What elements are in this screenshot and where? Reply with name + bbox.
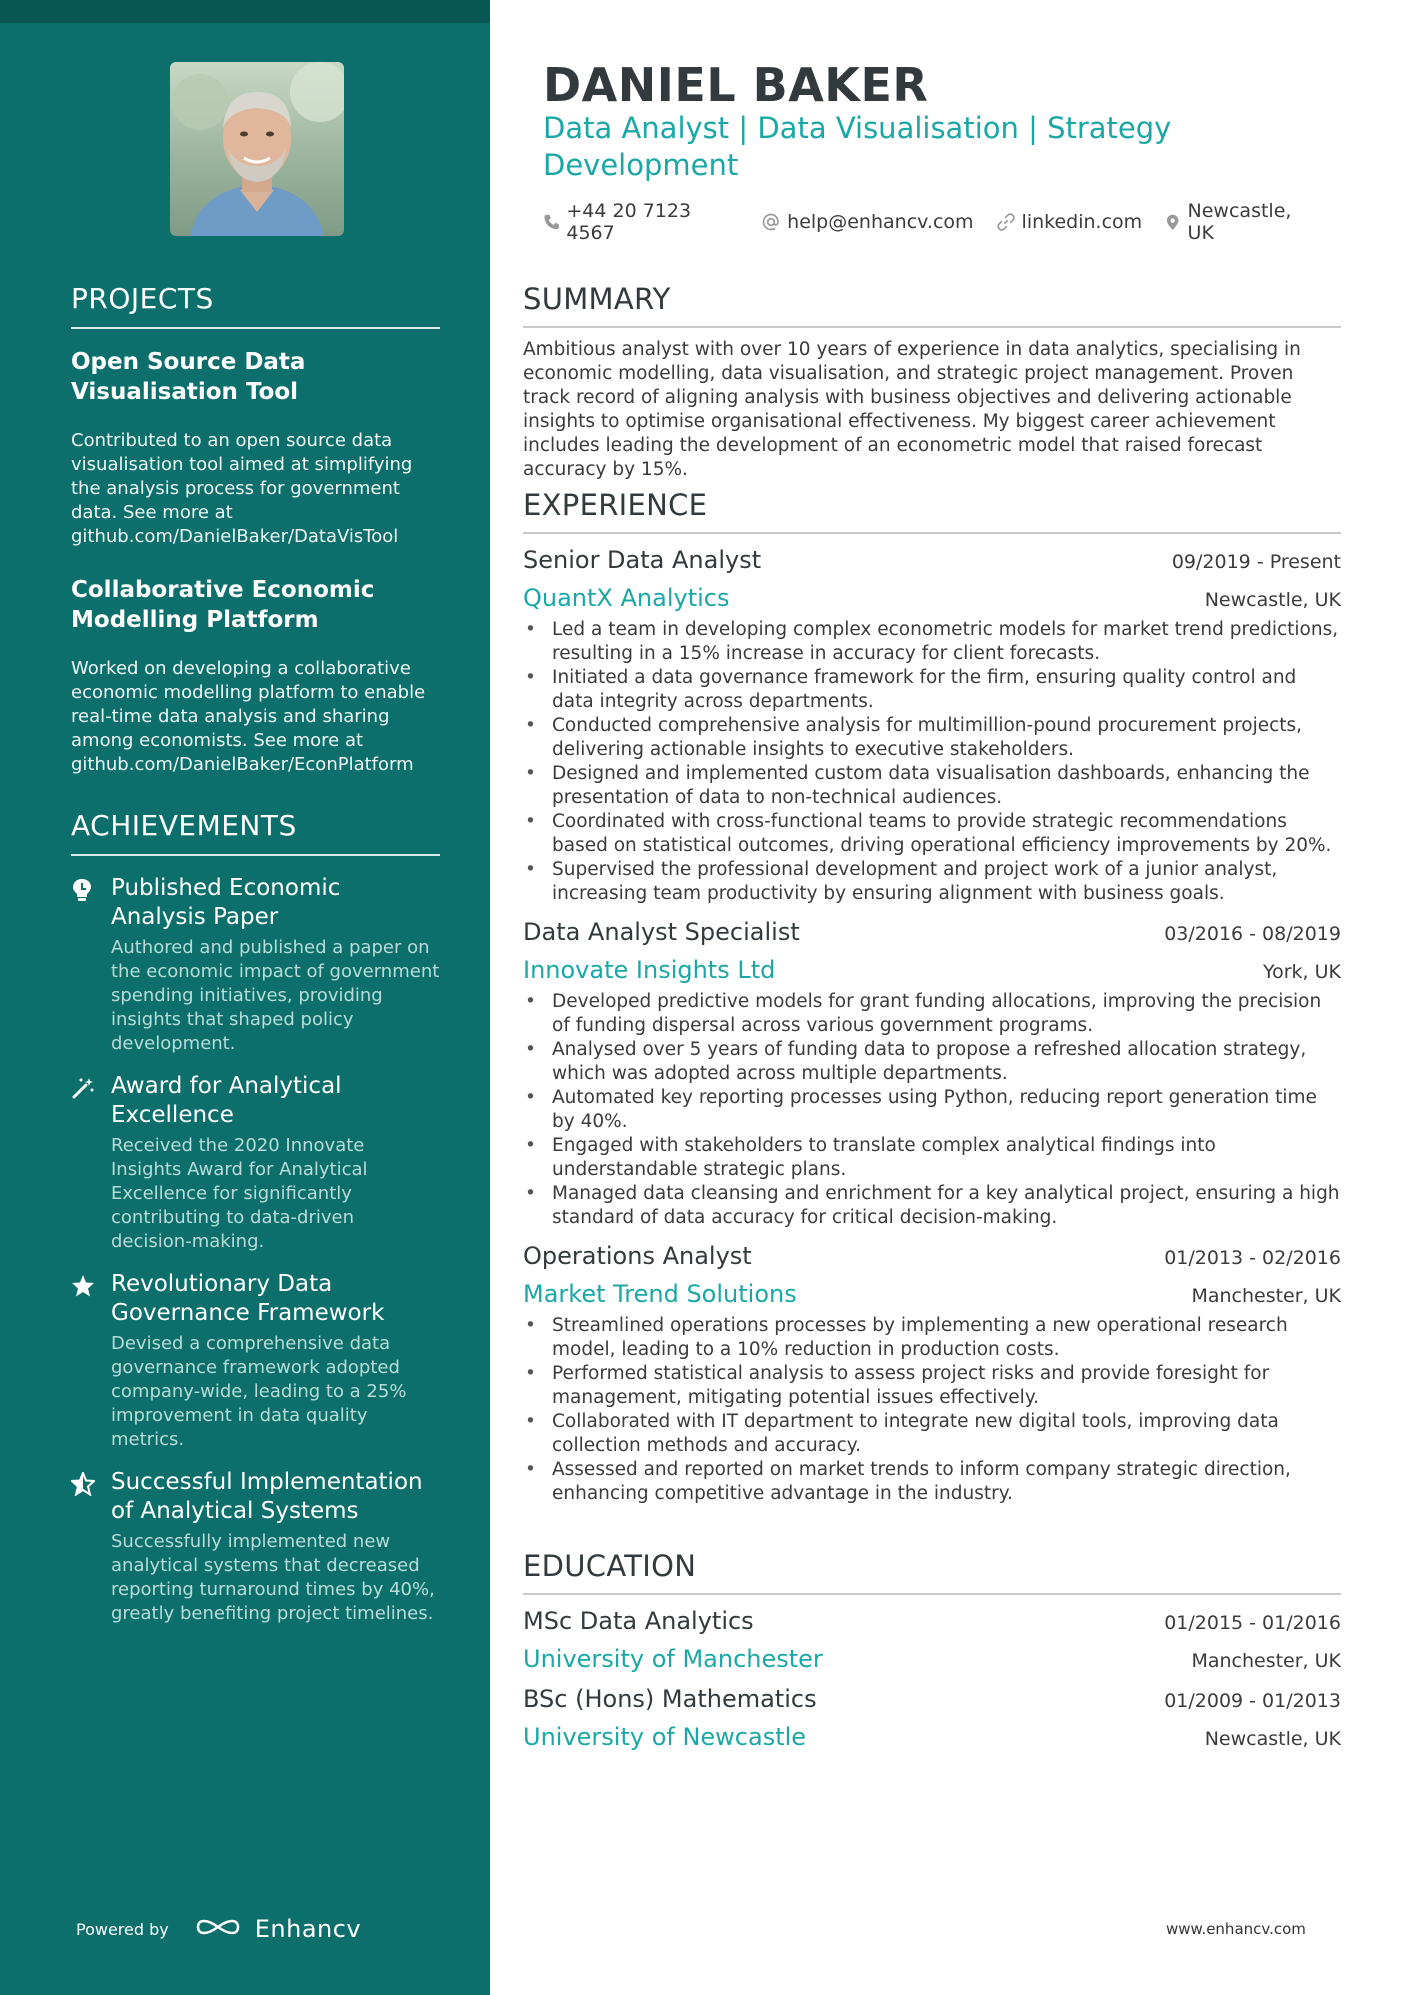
- job-bullet: • Initiated a data governance framework for the firm, ensuring quality control and data integrity across departments.: [523, 666, 1341, 714]
- lightbulb-icon: [71, 874, 111, 1056]
- star-icon: [71, 1270, 111, 1452]
- education-entry: [523, 1607, 1341, 1673]
- achievement-description: Successfully implemented new analytical systems that decreased reporting turnaround times by 40%, greatly benefiting project timelines.: [111, 1531, 435, 1624]
- achievement-title: Award for Analytical Excellence: [111, 1073, 342, 1128]
- profile-photo: [170, 62, 344, 236]
- education-heading: EDUCATION: [523, 1549, 1341, 1595]
- school-name: University of Manchester: [523, 1645, 823, 1673]
- powered-by: [76, 1915, 361, 1943]
- projects-section: [71, 282, 440, 803]
- contact-email[interactable]: [761, 200, 973, 244]
- achievements-heading: ACHIEVEMENTS: [71, 809, 440, 856]
- education-dates: 01/2009 - 01/2013: [1164, 1690, 1341, 1712]
- linkedin-text: linkedin.com: [1021, 211, 1143, 233]
- school-location: Newcastle, UK: [1204, 1728, 1341, 1750]
- education-section: [523, 1549, 1341, 1751]
- job-bullet: • Analysed over 5 years of funding data to propose a refreshed allocation strategy, which was adopted across multiple departments.: [523, 1038, 1341, 1086]
- candidate-name: DANIEL BAKER: [543, 58, 929, 112]
- location-text: Newcastle, UK: [1187, 200, 1292, 244]
- job-bullet: • Assessed and reported on market trends to inform company strategic direction, enhancing competitive advantage in the industry.: [523, 1458, 1341, 1506]
- achievement-description: Devised a comprehensive data governance framework adopted company-wide, leading to a 25% improvement in data quality metrics.: [111, 1333, 407, 1450]
- education-dates: 01/2015 - 01/2016: [1164, 1612, 1341, 1634]
- achievement-item: [71, 1270, 440, 1452]
- achievement-description: Received the 2020 Innovate Insights Award for Analytical Excellence for significantly contributing to data-driven decision-making.: [111, 1135, 368, 1252]
- map-pin-icon: [1164, 212, 1181, 232]
- achievement-item: [71, 1468, 440, 1626]
- school-location: Manchester, UK: [1191, 1650, 1341, 1672]
- at-sign-icon: [761, 212, 781, 232]
- job-bullet: • Designed and implemented custom data visualisation dashboards, enhancing the presentation of data to non-technical audiences.: [523, 762, 1341, 810]
- summary-heading: SUMMARY: [523, 282, 1341, 328]
- contact-location: [1164, 200, 1319, 244]
- job-bullet: • Developed predictive models for grant funding allocations, improving the precision of funding dispersal across various government programs.: [523, 990, 1341, 1038]
- company-name: Market Trend Solutions: [523, 1280, 797, 1308]
- project-title: Collaborative Economic Modelling Platform: [71, 577, 375, 633]
- job-bullets: [523, 1314, 1341, 1506]
- job-dates: 09/2019 - Present: [1171, 551, 1341, 573]
- summary-section: [523, 282, 1341, 482]
- job-bullet: • Collaborated with IT department to integrate new digital tools, improving data collection methods and accuracy.: [523, 1410, 1341, 1458]
- brand-name: Enhancv: [254, 1915, 362, 1943]
- company-name: QuantX Analytics: [523, 584, 730, 612]
- job-location: York, UK: [1263, 961, 1341, 983]
- achievement-item: [71, 1072, 440, 1254]
- job-title: Operations Analyst: [523, 1242, 752, 1270]
- sidebar: [0, 0, 490, 1995]
- achievement-description: Authored and published a paper on the economic impact of government spending initiatives, providing insights that shaped policy development.: [111, 937, 440, 1054]
- contact-phone[interactable]: [543, 200, 739, 244]
- job-bullet: • Coordinated with cross-functional teams to provide strategic recommendations based on statistical outcomes, driving operational efficiency improvements by 20%.: [523, 810, 1341, 858]
- project-title: Open Source Data Visualisation Tool: [71, 349, 306, 405]
- job-location: Newcastle, UK: [1204, 589, 1341, 611]
- job-bullet: • Automated key reporting processes using Python, reducing report generation time by 40%.: [523, 1086, 1341, 1134]
- job-bullet: • Streamlined operations processes by implementing a new operational research model, leading to a 10% reduction in production costs.: [523, 1314, 1341, 1362]
- experience-heading: EXPERIENCE: [523, 488, 1341, 534]
- job-location: Manchester, UK: [1191, 1285, 1341, 1307]
- job-bullet: • Supervised the professional development and project work of a junior analyst, increasing team productivity by ensuring alignment with business goals.: [523, 858, 1341, 906]
- job-bullets: [523, 618, 1341, 906]
- education-entry: [523, 1685, 1341, 1751]
- project-item: [71, 575, 440, 777]
- job-bullet: • Conducted comprehensive analysis for multimillion-pound procurement projects, delivering actionable insights to executive stakeholders.: [523, 714, 1341, 762]
- job-entry: [523, 546, 1341, 906]
- job-entry: [523, 1242, 1341, 1506]
- company-name: Innovate Insights Ltd: [523, 956, 776, 984]
- phone-text: +44 20 7123 4567: [566, 200, 692, 244]
- experience-section: [523, 488, 1341, 1506]
- candidate-headline: Data Analyst | Data Visualisation | Strategy Development: [543, 111, 1172, 182]
- powered-by-label: Powered by: [76, 1919, 169, 1939]
- job-title: Data Analyst Specialist: [523, 918, 800, 946]
- link-icon: [996, 212, 1016, 232]
- contact-linkedin[interactable]: [996, 200, 1143, 244]
- school-name: University of Newcastle: [523, 1723, 807, 1751]
- degree-title: MSc Data Analytics: [523, 1607, 754, 1635]
- achievement-title: Revolutionary Data Governance Framework: [111, 1271, 385, 1326]
- magic-wand-icon: [71, 1072, 111, 1254]
- job-dates: 03/2016 - 08/2019: [1164, 923, 1341, 945]
- email-text: help@enhancv.com: [787, 211, 974, 233]
- half-star-icon: [71, 1468, 111, 1626]
- phone-icon: [543, 213, 560, 231]
- achievement-item: [71, 874, 440, 1056]
- degree-title: BSc (Hons) Mathematics: [523, 1685, 817, 1713]
- job-bullets: [523, 990, 1341, 1230]
- achievements-section: [71, 809, 440, 1642]
- footer-url[interactable]: www.enhancv.com: [1166, 1920, 1306, 1938]
- achievement-title: Successful Implementation of Analytical Systems: [111, 1469, 423, 1524]
- contact-bar: [543, 200, 1341, 244]
- project-item: [71, 347, 440, 549]
- job-bullet: • Led a team in developing complex econometric models for market trend predictions, resulting in a 15% increase in accuracy for client forecasts.: [523, 618, 1341, 666]
- projects-heading: PROJECTS: [71, 282, 440, 329]
- enhancv-logo-icon: [195, 1915, 241, 1943]
- project-description: Worked on developing a collaborative economic modelling platform to enable real-time data analysis and sharing among economists. See more at github.com/DanielBaker/EconPlatform: [71, 658, 426, 775]
- sidebar-top-band: [0, 0, 490, 23]
- job-bullet: • Engaged with stakeholders to translate complex analytical findings into understandable strategic plans.: [523, 1134, 1341, 1182]
- achievement-title: Published Economic Analysis Paper: [111, 875, 341, 930]
- job-bullet: • Performed statistical analysis to assess project risks and provide foresight for management, mitigating potential issues effectively.: [523, 1362, 1341, 1410]
- project-description: Contributed to an open source data visualisation tool aimed at simplifying the analysis process for government data. See more at github.com/DanielBaker/DataVisTool: [71, 430, 413, 547]
- job-entry: [523, 918, 1341, 1230]
- summary-text: Ambitious analyst with over 10 years of experience in data analytics, specialising in economic modelling, data visualisation, and strategic project management. Proven track record of aligning analysis with business objectives and delivering actionable insights to optimise organisational effectiveness. My biggest career achievement includes leading the development of an econometric model that raised forecast accuracy by 15%.: [523, 339, 1301, 480]
- job-title: Senior Data Analyst: [523, 546, 762, 574]
- job-bullet: • Managed data cleansing and enrichment for a key analytical project, ensuring a high standard of data accuracy for critical decision-making.: [523, 1182, 1341, 1230]
- job-dates: 01/2013 - 02/2016: [1164, 1247, 1341, 1269]
